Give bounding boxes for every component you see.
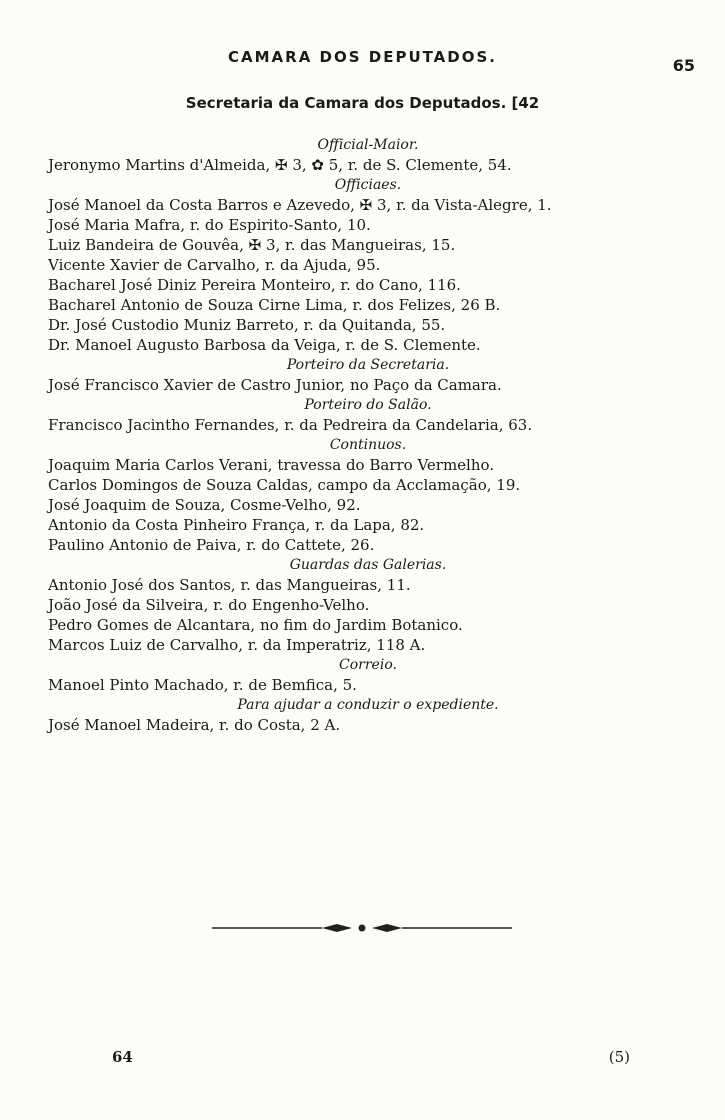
directory-entry: Vicente Xavier de Carvalho, r. da Ajuda, 95. xyxy=(48,256,381,274)
section-heading: Continuos. xyxy=(329,437,407,453)
gathering-mark: (5) xyxy=(608,1048,630,1066)
section-heading: Porteiro do Salão. xyxy=(304,397,432,413)
section-heading: Officiaes. xyxy=(334,177,402,193)
running-head: CAMARA DOS DEPUTADOS. xyxy=(227,48,497,66)
directory-entry: Antonio da Costa Pinheiro França, r. da Lapa, 82. xyxy=(48,516,425,534)
page-number: 65 xyxy=(672,56,695,75)
directory-entry: Jeronymo Martins d'Almeida, ✠ 3, ✿ 5, r. de S. Clemente, 54. xyxy=(48,156,512,174)
directory-entry: João José da Silveira, r. do Engenho-Velho. xyxy=(48,596,370,614)
directory-entry: José Manoel da Costa Barros e Azevedo, ✠ 3, r. da Vista-Alegre, 1. xyxy=(48,196,552,214)
directory-entry: Dr. Manoel Augusto Barbosa da Veiga, r. de S. Clemente. xyxy=(48,336,481,354)
directory-entry: Marcos Luiz de Carvalho, r. da Imperatriz, 118 A. xyxy=(48,636,426,654)
section-heading: Correio. xyxy=(339,657,397,673)
directory-entry: Paulino Antonio de Paiva, r. do Cattete, 26. xyxy=(48,536,375,554)
section-heading: Official-Maior. xyxy=(317,137,419,153)
signature-mark: 64 xyxy=(112,1048,133,1066)
section-heading: Guardas das Galerias. xyxy=(289,557,447,573)
directory-entry: Francisco Jacintho Fernandes, r. da Pedreira da Candelaria, 63. xyxy=(48,416,533,434)
ornament-divider-icon xyxy=(212,920,512,936)
section-title: Secretaria da Camara dos Deputados. [42 xyxy=(185,94,540,112)
section-heading: Para ajudar a conduzir o expediente. xyxy=(237,697,499,713)
directory-entry: Bacharel José Diniz Pereira Monteiro, r. do Cano, 116. xyxy=(48,276,461,294)
directory-entry: Luiz Bandeira de Gouvêa, ✠ 3, r. das Mangueiras, 15. xyxy=(48,236,456,254)
directory-entry: José Joaquim de Souza, Cosme-Velho, 92. xyxy=(48,496,361,514)
directory-entry: Joaquim Maria Carlos Verani, travessa do Barro Vermelho. xyxy=(48,456,495,474)
directory-entry: José Francisco Xavier de Castro Junior, no Paço da Camara. xyxy=(48,376,502,394)
directory-entry: Pedro Gomes de Alcantara, no fim do Jardim Botanico. xyxy=(48,616,463,634)
directory-entry: Manoel Pinto Machado, r. de Bemfica, 5. xyxy=(48,676,357,694)
directory-entry: José Maria Mafra, r. do Espirito-Santo, 10. xyxy=(48,216,371,234)
directory-entry: José Manoel Madeira, r. do Costa, 2 A. xyxy=(48,716,341,734)
section-heading: Porteiro da Secretaria. xyxy=(286,357,450,373)
directory-entry: Dr. José Custodio Muniz Barreto, r. da Quitanda, 55. xyxy=(48,316,446,334)
directory-entry: Carlos Domingos de Souza Caldas, campo da Acclamação, 19. xyxy=(48,476,521,494)
directory-list xyxy=(48,135,688,735)
directory-entry: Antonio José dos Santos, r. das Mangueiras, 11. xyxy=(48,576,411,594)
directory-entry: Bacharel Antonio de Souza Cirne Lima, r. dos Felizes, 26 B. xyxy=(48,296,501,314)
